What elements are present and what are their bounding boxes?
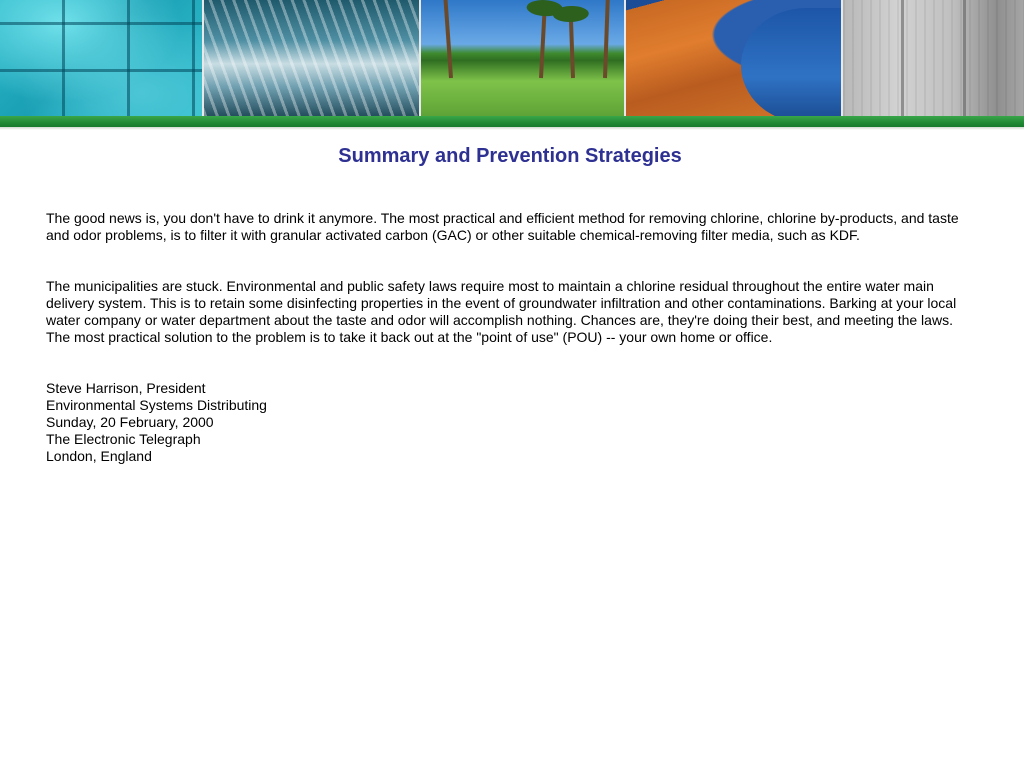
signature-author: Steve Harrison, President <box>46 380 206 396</box>
lake-water <box>741 8 841 116</box>
signature-location: London, England <box>46 448 152 464</box>
palm-tree-icon <box>569 14 575 78</box>
header-banner <box>0 0 1024 116</box>
palm-tree-icon <box>539 8 547 78</box>
palm-tree-icon <box>603 0 610 78</box>
waterfall-image <box>204 0 419 116</box>
signature-company: Environmental Systems Distributing <box>46 397 267 413</box>
paragraph: The municipalities are stuck. Environmental and public safety laws require most to maintain a chlorine residual throughout the entire water main delivery system. This is to retain some disinfecting properties in the event of groundwater infiltration and other contaminations. Barking at your local water company or water department about the taste and odor will accomplish nothing. Chances are, they're doing their best, and meeting the laws. The most practical solution to the problem is to take it back out at the "point of use" (POU) -- your own home or office. <box>46 278 957 345</box>
signature-date: Sunday, 20 February, 2000 <box>46 414 214 430</box>
article-body <box>46 210 978 465</box>
green-accent-bar <box>0 116 1024 127</box>
marsh-lake-image <box>626 0 841 116</box>
page-title: Summary and Prevention Strategies <box>338 145 682 167</box>
wall-seam <box>963 0 966 116</box>
signature-publication: The Electronic Telegraph <box>46 431 201 447</box>
concrete-wall-image <box>843 0 1024 116</box>
signature-block <box>46 380 978 465</box>
accent-bar-shadow <box>0 127 1024 130</box>
wall-seam <box>901 0 904 116</box>
pool-water-image <box>0 0 202 116</box>
palm-tree-icon <box>443 0 453 78</box>
paragraph: The good news is, you don't have to drink it anymore. The most practical and efficient method for removing chlorine, chlorine by-products, and taste and odor problems, is to filter it with granular activated carbon (GAC) or other suitable chemical-removing filter media, such as KDF. <box>46 210 959 243</box>
palm-trees-image <box>421 0 624 116</box>
